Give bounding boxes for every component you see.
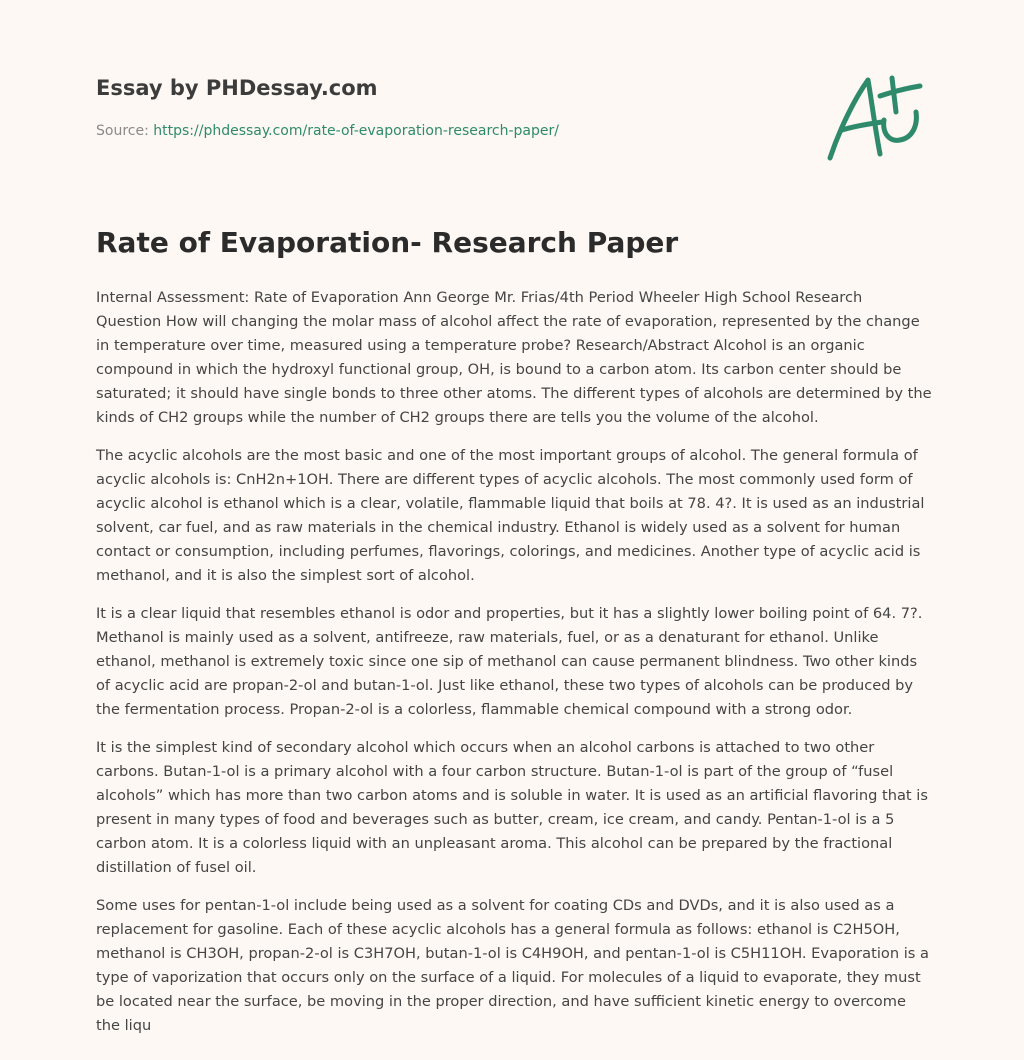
paragraph: It is the simplest kind of secondary alcohol which occurs when an alcohol carbons is attached to two other carbons. Butan-1-ol is a primary alcohol with a four carbon structure. Butan-1-ol is part of the group of “fusel alcohols” which has more than two carbon atoms and is soluble in water. It is used as an artificial flavoring that is present in many types of food and beverages such as butter, cream, ice cream, and candy. Pentan-1-ol is a 5 carbon atom. It is a colorless liquid with an unpleasant aroma. This alcohol can be prepared by the fractional distillation of fusel oil. (96, 739, 928, 876)
page-title: Rate of Evaporation- Research Paper (96, 226, 679, 259)
source-link[interactable]: https://phdessay.com/rate-of-evaporation-research-paper/ (153, 123, 559, 139)
source-label: Source: (96, 123, 149, 139)
source-line (96, 123, 559, 139)
a-plus-logo-icon (820, 68, 930, 168)
site-brand: Essay by PHDessay.com (96, 76, 378, 100)
paragraph: The acyclic alcohols are the most basic and one of the most important groups of alcohol. The general formula of acyclic alcohols is: CnH2n+1OH. There are different types of acyclic alcohols. The most commonly used form of acyclic alcohol is ethanol which is a clear, volatile, flammable liquid that boils at 78. 4?. It is used as an industrial solvent, car fuel, and as raw materials in the chemical industry. Ethanol is widely used as a solvent for human contact or consumption, including perfumes, flavorings, colorings, and medicines. Another type of acyclic acid is methanol, and it is also the simplest sort of alcohol. (96, 447, 925, 584)
paragraph: It is a clear liquid that resembles ethanol is odor and properties, but it has a slightly lower boiling point of 64. 7?. Methanol is mainly used as a solvent, antifreeze, raw materials, fuel, or as a denaturant for ethanol. Unlike ethanol, methanol is extremely toxic since one sip of methanol can cause permanent blindness. Two other kinds of acyclic acid are propan-2-ol and butan-1-ol. Just like ethanol, these two types of alcohols can be produced by the fermentation process. Propan-2-ol is a colorless, flammable chemical compound with a strong odor. (96, 605, 923, 718)
paragraph: Internal Assessment: Rate of Evaporation Ann George Mr. Frias/4th Period Wheeler High School Research Question How will changing the molar mass of alcohol affect the rate of evaporation, represented by the change in temperature over time, measured using a temperature probe? Research/Abstract Alcohol is an organic compound in which the hydroxyl functional group, OH, is bound to a carbon atom. Its carbon center should be saturated; it should have single bonds to three other atoms. The different types of alcohols are determined by the kinds of CH2 groups while the number of CH2 groups there are tells you the volume of the alcohol. (96, 289, 932, 426)
paragraph: Some uses for pentan-1-ol include being used as a solvent for coating CDs and DVDs, and it is also used as a replacement for gasoline. Each of these acyclic alcohols has a general formula as follows: ethanol is C2H5OH, methanol is CH3OH, propan-2-ol is C3H7OH, butan-1-ol is C4H9OH, and pentan-1-ol is C5H11OH. Evaporation is a type of vaporization that occurs only on the surface of a liquid. For molecules of a liquid to evaporate, they must be located near the surface, be moving in the proper direction, and have sufficient kinetic energy to overcome the liqu (96, 897, 929, 1034)
article-body (96, 286, 932, 1052)
